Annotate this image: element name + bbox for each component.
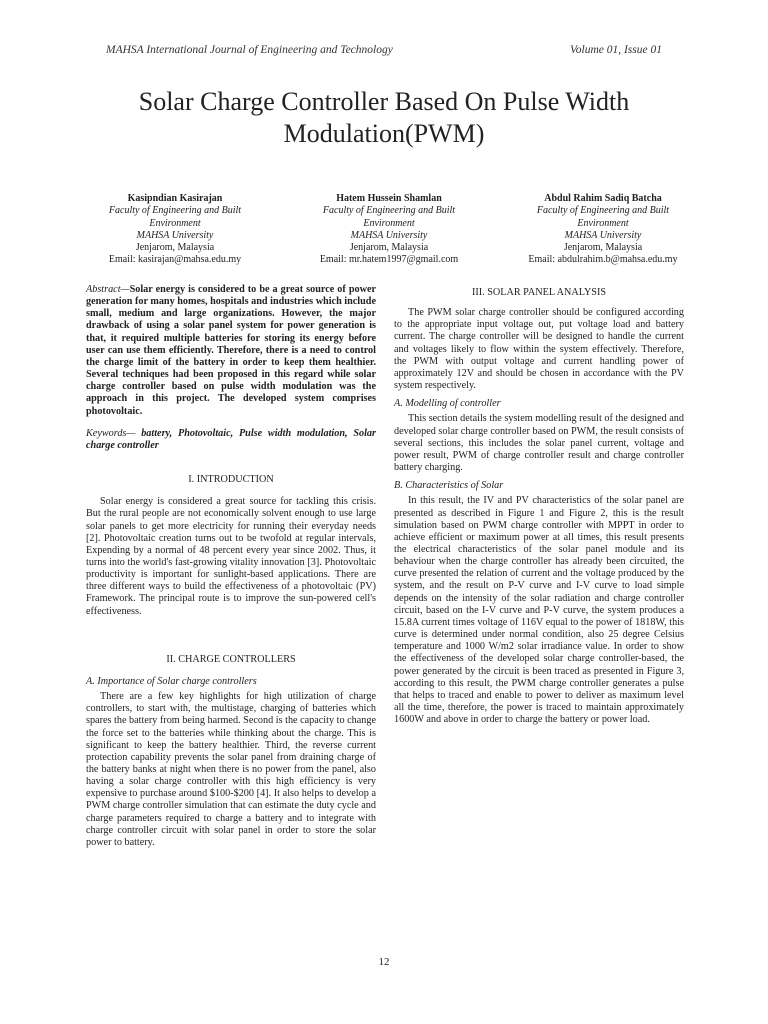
- paper-title: [60, 86, 708, 150]
- author-location: Jenjarom, Malaysia: [349, 242, 429, 254]
- subsection-heading-modelling: A. Modelling of controller: [394, 398, 501, 410]
- section-initial: C: [178, 653, 186, 665]
- page-number: 12: [378, 956, 390, 968]
- section-initial: I: [196, 474, 201, 486]
- subsection-heading-importance: A. Importance of Solar charge controllers: [86, 675, 257, 687]
- section-heading-charge-controllers: [86, 654, 376, 666]
- section-heading-solar-panel-analysis: [394, 287, 684, 299]
- author-2: [274, 193, 504, 267]
- section-number: I.: [188, 474, 197, 486]
- abstract-label: Abstract—: [86, 284, 130, 295]
- modelling-paragraph: This section details the system modelling result of the designed and developed solar charge controller based on PWM, the result consists of several sections, this includes the solar panel current, voltage and power result, PWM of charge controller result and charge controller battery charging.: [394, 413, 684, 474]
- author-affiliation-cont: Environment: [149, 217, 201, 229]
- characteristics-paragraph: In this result, the IV and PV characteristics of the solar panel are presented as described in Figure 1 and Figure 2, this is the result simulation based on PWM charge controller with MPPT in order to achieve efficient or maximum power at all times, this result presents the electrical characteristics of the solar panel module and its behaviour when the charge controller has already been circuited, the curve presented the relation of current and the voltage produced by the system, and the result on P-V curve and I-V curve to load simple depends on the intensity of the solar radiation and charge controller circuit, based on the I-V curve and P-V curve, the system produces a 15.8A current times voltage of 116V equal to the power of 1818W, this curve is determined under normal condition, also 25 degree Celsius temperature and 1000 W/m2 solar irradiance value. In order to show the effectiveness of the developed solar charge controller-based, the power generated by the circuit is been traced as presented in Figure 3, according to this result, the PWM charge controller generates a pulse that helps to traced and enable to power to deliver as maximum level all the time, therefore, the power is traced to maintain approximately 1600W and above in order to charge the battery or power load.: [394, 495, 684, 726]
- author-affiliation: Faculty of Engineering and Built: [536, 205, 670, 217]
- author-email[interactable]: Email: abdulrahim.b@mahsa.edu.my: [528, 254, 678, 266]
- keywords-label: Keywords—: [86, 427, 142, 439]
- introduction-paragraph: Solar energy is considered a great source for tackling this crisis. But the rural people are not economically solvent enough to use large solar panels to get more electricity for running their everyday needs [2]. Photovoltaic creation turns out to be twofold at regular intervals, Expending by a normal of 48 percent every year since 2002. Thus, it turns into the world's fast-growing vitality innovation [3]. Photovoltaic productivity is important for sunlight-based applications. There are three different ways to build the effectiveness of a photovoltaic (PV) Framework. The principal route is to improve the sun-powered cell's effectiveness.: [86, 496, 376, 617]
- section-number: III.: [471, 287, 488, 298]
- left-column: [86, 284, 376, 849]
- running-header: [106, 44, 662, 60]
- solar-panel-paragraph: The PWM solar charge controller should be configured according to the appropriate input voltage out, put voltage load and battery current. The charge controller will be designed to handle the current and voltages likely to flow within the system effectively. Therefore, the PWM with output voltage and current handling power of approximately 12V and should be chosen in accordance with the PV system respectively.: [394, 307, 684, 392]
- subsection-heading-characteristics: B. Characteristics of Solar: [394, 480, 504, 492]
- author-location: Jenjarom, Malaysia: [563, 242, 643, 254]
- abstract-text: Solar energy is considered to be a great source of power generation for many homes, hospitals and industries which include small, medium and large organizations. However, the major drawback of using a solar panel system for power generation is that, it required multiple batteries for storing its energy before user can use them efficiently. Therefore, there is a need to control the charge limit of the battery in order to keep them healthier. Several techniques had been proposed in this regard while solar charge controller based on pulse width modulation was the approach in this project. The developed system comprises photovoltaic.: [86, 284, 376, 417]
- journal-name: MAHSA International Journal of Engineering and Technology: [106, 44, 393, 56]
- abstract: [86, 284, 376, 418]
- author-university: MAHSA University: [136, 229, 214, 241]
- title-line-1: Solar Charge Controller Based On Pulse Width: [138, 87, 630, 116]
- author-name: Kasipndian Kasirajan: [127, 193, 223, 204]
- author-affiliation-cont: Environment: [363, 217, 415, 229]
- author-affiliation-cont: Environment: [577, 217, 629, 229]
- author-1: [60, 193, 290, 267]
- author-university: MAHSA University: [564, 229, 642, 241]
- author-university: MAHSA University: [350, 229, 428, 241]
- charge-controllers-paragraph: There are a few key highlights for high utilization of charge controllers, to start with, the multistage, charging of batteries which spares the battery from being harmed. Second is the capacity to change the force set to the batteries while thinking about the charge. This is significant to keep the battery healthier. Third, the reverse current protection capability prevents the solar panel from draining charge of the battery banks at night when there is no power from the panel, also having a solar charge controller with this high efficiency is very expensive to purchase around $100-$200 [4]. It also helps to develop a PWM charge controller simulation that can estimate the duty cycle and charge parameters required to charge a battery and to integrate with charge controller circuit with solar panel in order to store the solar power to battery.: [86, 691, 376, 848]
- section-heading-introduction: [86, 474, 376, 486]
- author-location: Jenjarom, Malaysia: [135, 242, 215, 254]
- section-initial: S: [487, 287, 493, 298]
- author-email[interactable]: Email: kasirajan@mahsa.edu.my: [108, 254, 242, 266]
- author-email[interactable]: Email: mr.hatem1997@gmail.com: [319, 254, 459, 266]
- section-number: II.: [166, 653, 179, 665]
- author-affiliation: Faculty of Engineering and Built: [108, 205, 242, 217]
- section-title-rest: OLAR PANEL ANALYSIS: [492, 287, 607, 298]
- keywords: [86, 428, 376, 452]
- keywords-text: battery, Photovoltaic, Pulse width modulation, Solar charge controller: [86, 427, 376, 451]
- author-affiliation: Faculty of Engineering and Built: [322, 205, 456, 217]
- volume-issue: Volume 01, Issue 01: [570, 44, 662, 56]
- author-block: [60, 193, 710, 273]
- title-line-2: Modulation(PWM): [283, 119, 485, 148]
- right-column: [394, 284, 684, 726]
- author-name: Hatem Hussein Shamlan: [336, 193, 442, 204]
- author-3: [488, 193, 718, 267]
- section-title-rest: HARGE CONTROLLERS: [185, 653, 296, 665]
- author-name: Abdul Rahim Sadiq Batcha: [544, 193, 662, 204]
- section-title-rest: NTRODUCTION: [200, 474, 274, 486]
